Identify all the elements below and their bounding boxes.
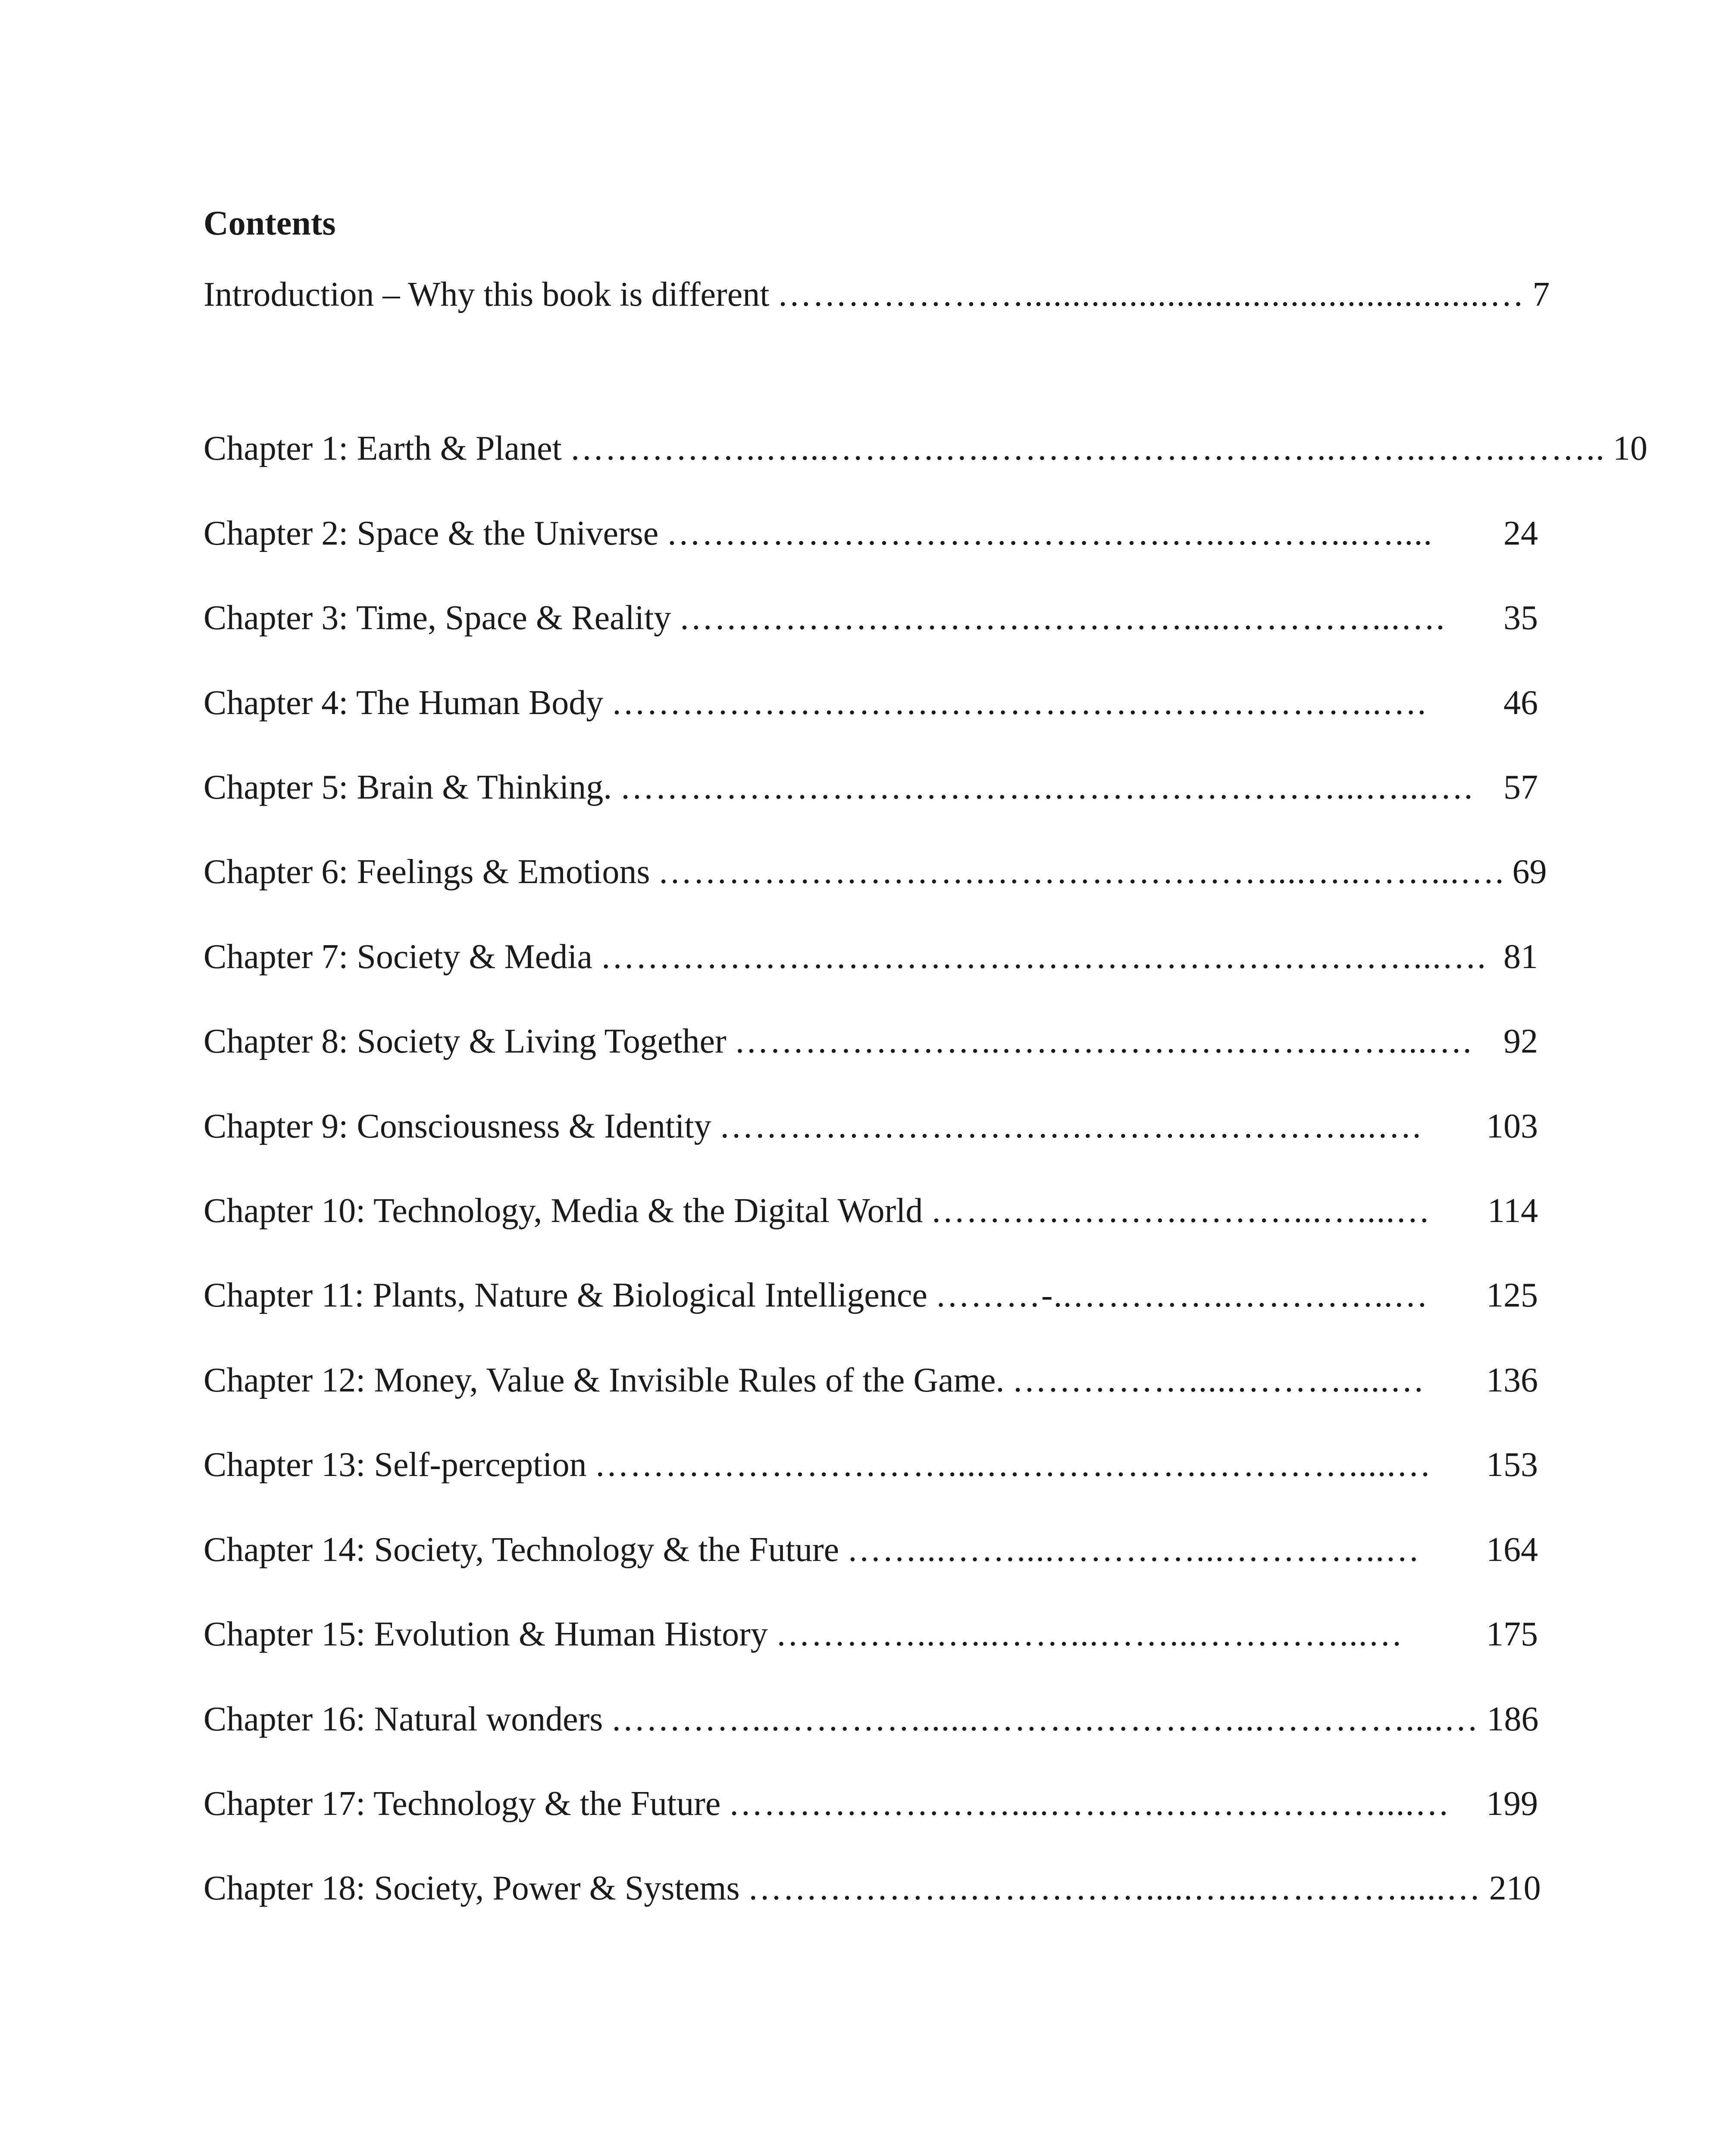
toc-entry-chapter-11[interactable] xyxy=(204,1272,1538,1319)
toc-page-number: 114 xyxy=(1487,1192,1538,1230)
toc-dot-leader: ………………….………...…....… xyxy=(930,1192,1431,1230)
toc-entry-chapter-8[interactable] xyxy=(204,1018,1538,1065)
toc-entry-title: Chapter 11: Plants, Nature & Biological Intelligence xyxy=(204,1276,927,1314)
toc-dot-leader: …………………..……………………….……...…. xyxy=(734,1022,1472,1060)
toc-entry-chapter-14[interactable] xyxy=(204,1526,1538,1573)
toc-entry-title: Chapter 3: Time, Space & Reality xyxy=(204,599,671,637)
toc-page-number: 7 xyxy=(1532,276,1550,313)
toc-entry-title: Chapter 15: Evolution & Human History xyxy=(204,1615,768,1653)
toc-entry-title: Chapter 14: Society, Technology & the Future xyxy=(204,1531,839,1569)
toc-dot-leader: …………..…...……...……...…………...… xyxy=(775,1615,1403,1653)
toc-page-number: 210 xyxy=(1489,1869,1541,1907)
toc-dot-leader: ……………………....……….………………....… xyxy=(728,1785,1450,1823)
toc-entry-chapter-6[interactable] xyxy=(204,848,1547,896)
toc-entry-chapter-9[interactable] xyxy=(204,1103,1538,1150)
toc-dot-leader: ……………………………….……………………...…...…. xyxy=(620,768,1474,806)
toc-entry-chapter-10[interactable] xyxy=(204,1187,1538,1235)
toc-page-number: 81 xyxy=(1503,938,1538,976)
toc-entry-title: Chapter 10: Technology, Media & the Digital World xyxy=(204,1192,923,1230)
toc-dot-leader: ……………………….……………………....…..……...…. xyxy=(658,853,1505,891)
toc-dot-leader: ……………..…...……….….…………………….…..……..……..…….. xyxy=(569,429,1605,467)
toc-dot-leader: ………………………….………..…………...…. xyxy=(719,1107,1422,1145)
toc-page-number: 46 xyxy=(1503,684,1538,722)
toc-dot-leader: …………………………....……………….………….....… xyxy=(594,1446,1432,1484)
toc-entry-chapter-15[interactable] xyxy=(204,1611,1538,1658)
toc-entry-chapter-5[interactable] xyxy=(204,764,1538,811)
toc-entry-title: Introduction – Why this book is different xyxy=(204,276,770,313)
toc-dot-leader: …………………………………….…..………...….... xyxy=(666,514,1433,552)
toc-entry-title: Chapter 6: Feelings & Emotions xyxy=(204,853,650,891)
toc-entry-title: Chapter 7: Society & Media xyxy=(204,938,593,976)
toc-page-number: 69 xyxy=(1512,853,1547,891)
toc-page-number: 164 xyxy=(1486,1531,1538,1569)
toc-entry-chapter-4[interactable] xyxy=(204,679,1538,727)
toc-entry-chapter-1[interactable] xyxy=(204,425,1647,472)
toc-dot-leader: ………………………….………….....…………...…. xyxy=(679,599,1446,637)
toc-page-number: 10 xyxy=(1613,429,1647,467)
toc-dot-leader: ………………….................................................… xyxy=(777,276,1525,313)
toc-entry-title: Chapter 18: Society, Power & Systems xyxy=(204,1869,740,1907)
toc-page-number: 125 xyxy=(1486,1276,1538,1314)
toc-entry-chapter-16[interactable] xyxy=(204,1695,1538,1743)
toc-entry-title: Chapter 2: Space & the Universe xyxy=(204,514,659,552)
toc-entry-title: Chapter 17: Technology & the Future xyxy=(204,1785,721,1823)
toc-page-number: 136 xyxy=(1486,1361,1538,1399)
toc-page-number: 35 xyxy=(1503,599,1538,637)
toc-entry-chapter-18[interactable] xyxy=(204,1865,1541,1912)
toc-dot-leader: ……...……....…………...…………..… xyxy=(847,1531,1421,1569)
toc-dot-leader: …………...…………......……….…………...…………....… xyxy=(611,1700,1479,1738)
toc-entry-title: Chapter 1: Earth & Planet xyxy=(204,429,562,467)
toc-entry-chapter-17[interactable] xyxy=(204,1780,1538,1827)
toc-dot-leader: ……………………………………………………………...…. xyxy=(600,938,1487,976)
toc-entry-title: Chapter 12: Money, Value & Invisible Rules of the Game. xyxy=(204,1361,1005,1399)
toc-dot-leader: ……………………….………………………………..…. xyxy=(611,684,1427,722)
toc-entry-chapter-13[interactable] xyxy=(204,1441,1538,1489)
toc-page-number: 103 xyxy=(1486,1107,1538,1145)
toc-entry-chapter-3[interactable] xyxy=(204,594,1538,642)
toc-page-number: 186 xyxy=(1487,1700,1539,1738)
toc-entry-title: Chapter 5: Brain & Thinking. xyxy=(204,768,612,806)
toc-dot-leader: …………….....……….....… xyxy=(1012,1361,1425,1399)
toc-entry-title: Chapter 8: Society & Living Together xyxy=(204,1022,727,1060)
toc-entry-chapter-12[interactable] xyxy=(204,1357,1538,1404)
contents-heading: Contents xyxy=(204,204,336,242)
toc-entry-chapter-7[interactable] xyxy=(204,933,1538,981)
toc-dot-leader: ……………….…………….....…...………….....… xyxy=(747,1869,1481,1907)
toc-entry-title: Chapter 4: The Human Body xyxy=(204,684,604,722)
toc-page-number: 57 xyxy=(1503,768,1538,806)
toc-entry-title: Chapter 9: Consciousness & Identity xyxy=(204,1107,711,1145)
toc-page-number: 24 xyxy=(1503,514,1538,552)
toc-page-number: 175 xyxy=(1486,1615,1538,1653)
toc-page-number: 199 xyxy=(1486,1785,1538,1823)
toc-page-number: 153 xyxy=(1486,1446,1538,1484)
toc-entry-chapter-2[interactable] xyxy=(204,510,1538,557)
toc-dot-leader: ………-..…………..…………..… xyxy=(935,1276,1429,1314)
toc-page-number: 92 xyxy=(1503,1022,1538,1060)
toc-entry-title: Chapter 13: Self-perception xyxy=(204,1446,587,1484)
toc-entry-title: Chapter 16: Natural wonders xyxy=(204,1700,603,1738)
toc-entry-introduction[interactable] xyxy=(204,271,1550,318)
